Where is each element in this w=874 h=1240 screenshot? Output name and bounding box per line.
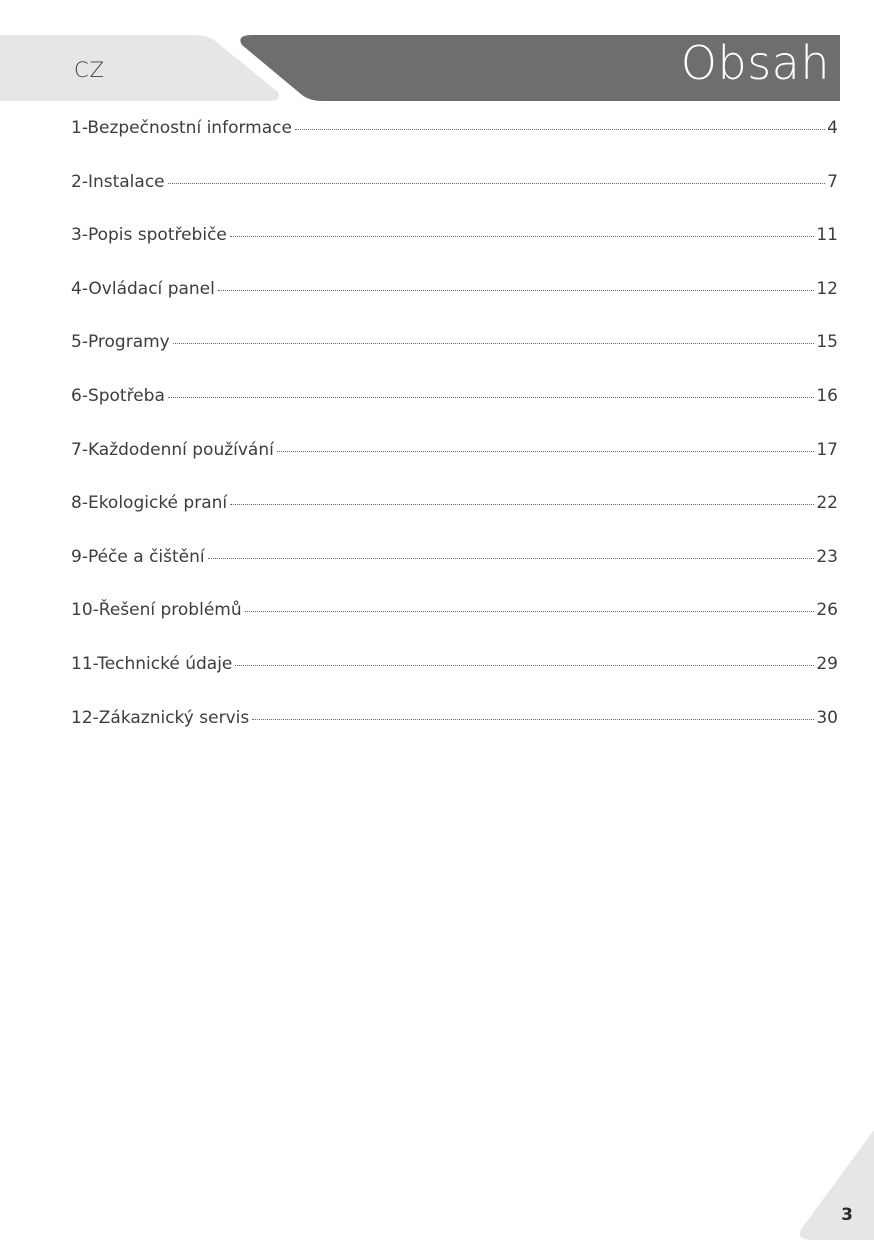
- toc-dot-leader: [235, 665, 814, 666]
- toc-entry[interactable]: [71, 654, 838, 708]
- toc-entry-page: 17: [816, 439, 838, 460]
- page-title: Obsah: [680, 36, 830, 90]
- toc-entry[interactable]: [71, 600, 838, 654]
- toc-entry[interactable]: [71, 172, 838, 226]
- toc-dot-leader: [245, 611, 815, 612]
- toc-dot-leader: [173, 343, 815, 344]
- toc-entry-page: 12: [816, 278, 838, 299]
- toc-entry-title: 1-Bezpečnostní informace: [71, 118, 292, 138]
- toc-entry-page: 16: [816, 385, 838, 406]
- toc-entry-title: 11-Technické údaje: [71, 653, 233, 674]
- toc-entry[interactable]: [71, 332, 838, 386]
- toc-entry-page: 7: [827, 171, 838, 192]
- toc-entry-page: 26: [816, 600, 838, 621]
- toc-dot-leader: [252, 719, 814, 720]
- toc-entry-title: 12-Zákaznický servis: [71, 707, 250, 728]
- toc-entry-title: 2-Instalace: [71, 171, 165, 192]
- toc-entry-page: 30: [816, 707, 838, 728]
- page-corner-decoration: [794, 1130, 874, 1240]
- toc-entry[interactable]: [71, 547, 838, 601]
- toc-entry-title: 8-Ekologické praní: [71, 493, 228, 514]
- toc-dot-leader: [277, 451, 815, 452]
- toc-entry[interactable]: [71, 440, 838, 494]
- toc-dot-leader: [208, 558, 815, 559]
- header-band-light: [0, 35, 279, 101]
- table-of-contents: [71, 118, 838, 761]
- toc-entry-page: 29: [816, 653, 838, 674]
- toc-dot-leader: [230, 236, 814, 237]
- toc-entry-page: 11: [816, 225, 838, 246]
- toc-entry-title: 6-Spotřeba: [71, 385, 165, 406]
- toc-entry-title: 5-Programy: [71, 332, 170, 353]
- language-label: CZ: [74, 58, 106, 82]
- toc-entry-title: 7-Každodenní používání: [71, 439, 274, 460]
- toc-entry-page: 15: [816, 332, 838, 353]
- toc-entry-title: 10-Řešení problémů: [71, 600, 242, 621]
- toc-dot-leader: [168, 397, 814, 398]
- page-number: 3: [841, 1205, 853, 1225]
- toc-dot-leader: [295, 129, 825, 130]
- toc-entry-page: 4: [827, 118, 838, 138]
- toc-entry[interactable]: [71, 279, 838, 333]
- toc-entry-title: 3-Popis spotřebiče: [71, 225, 227, 246]
- toc-entry-page: 22: [816, 493, 838, 514]
- toc-entry-title: 9-Péče a čištění: [71, 546, 205, 567]
- toc-entry[interactable]: [71, 386, 838, 440]
- toc-entry[interactable]: [71, 118, 838, 172]
- toc-entry-title: 4-Ovládací panel: [71, 278, 215, 299]
- toc-dot-leader: [218, 290, 815, 291]
- toc-entry[interactable]: [71, 493, 838, 547]
- toc-entry[interactable]: [71, 225, 838, 279]
- toc-entry-page: 23: [816, 546, 838, 567]
- toc-dot-leader: [230, 504, 814, 505]
- toc-dot-leader: [168, 183, 826, 184]
- toc-entry[interactable]: [71, 708, 838, 762]
